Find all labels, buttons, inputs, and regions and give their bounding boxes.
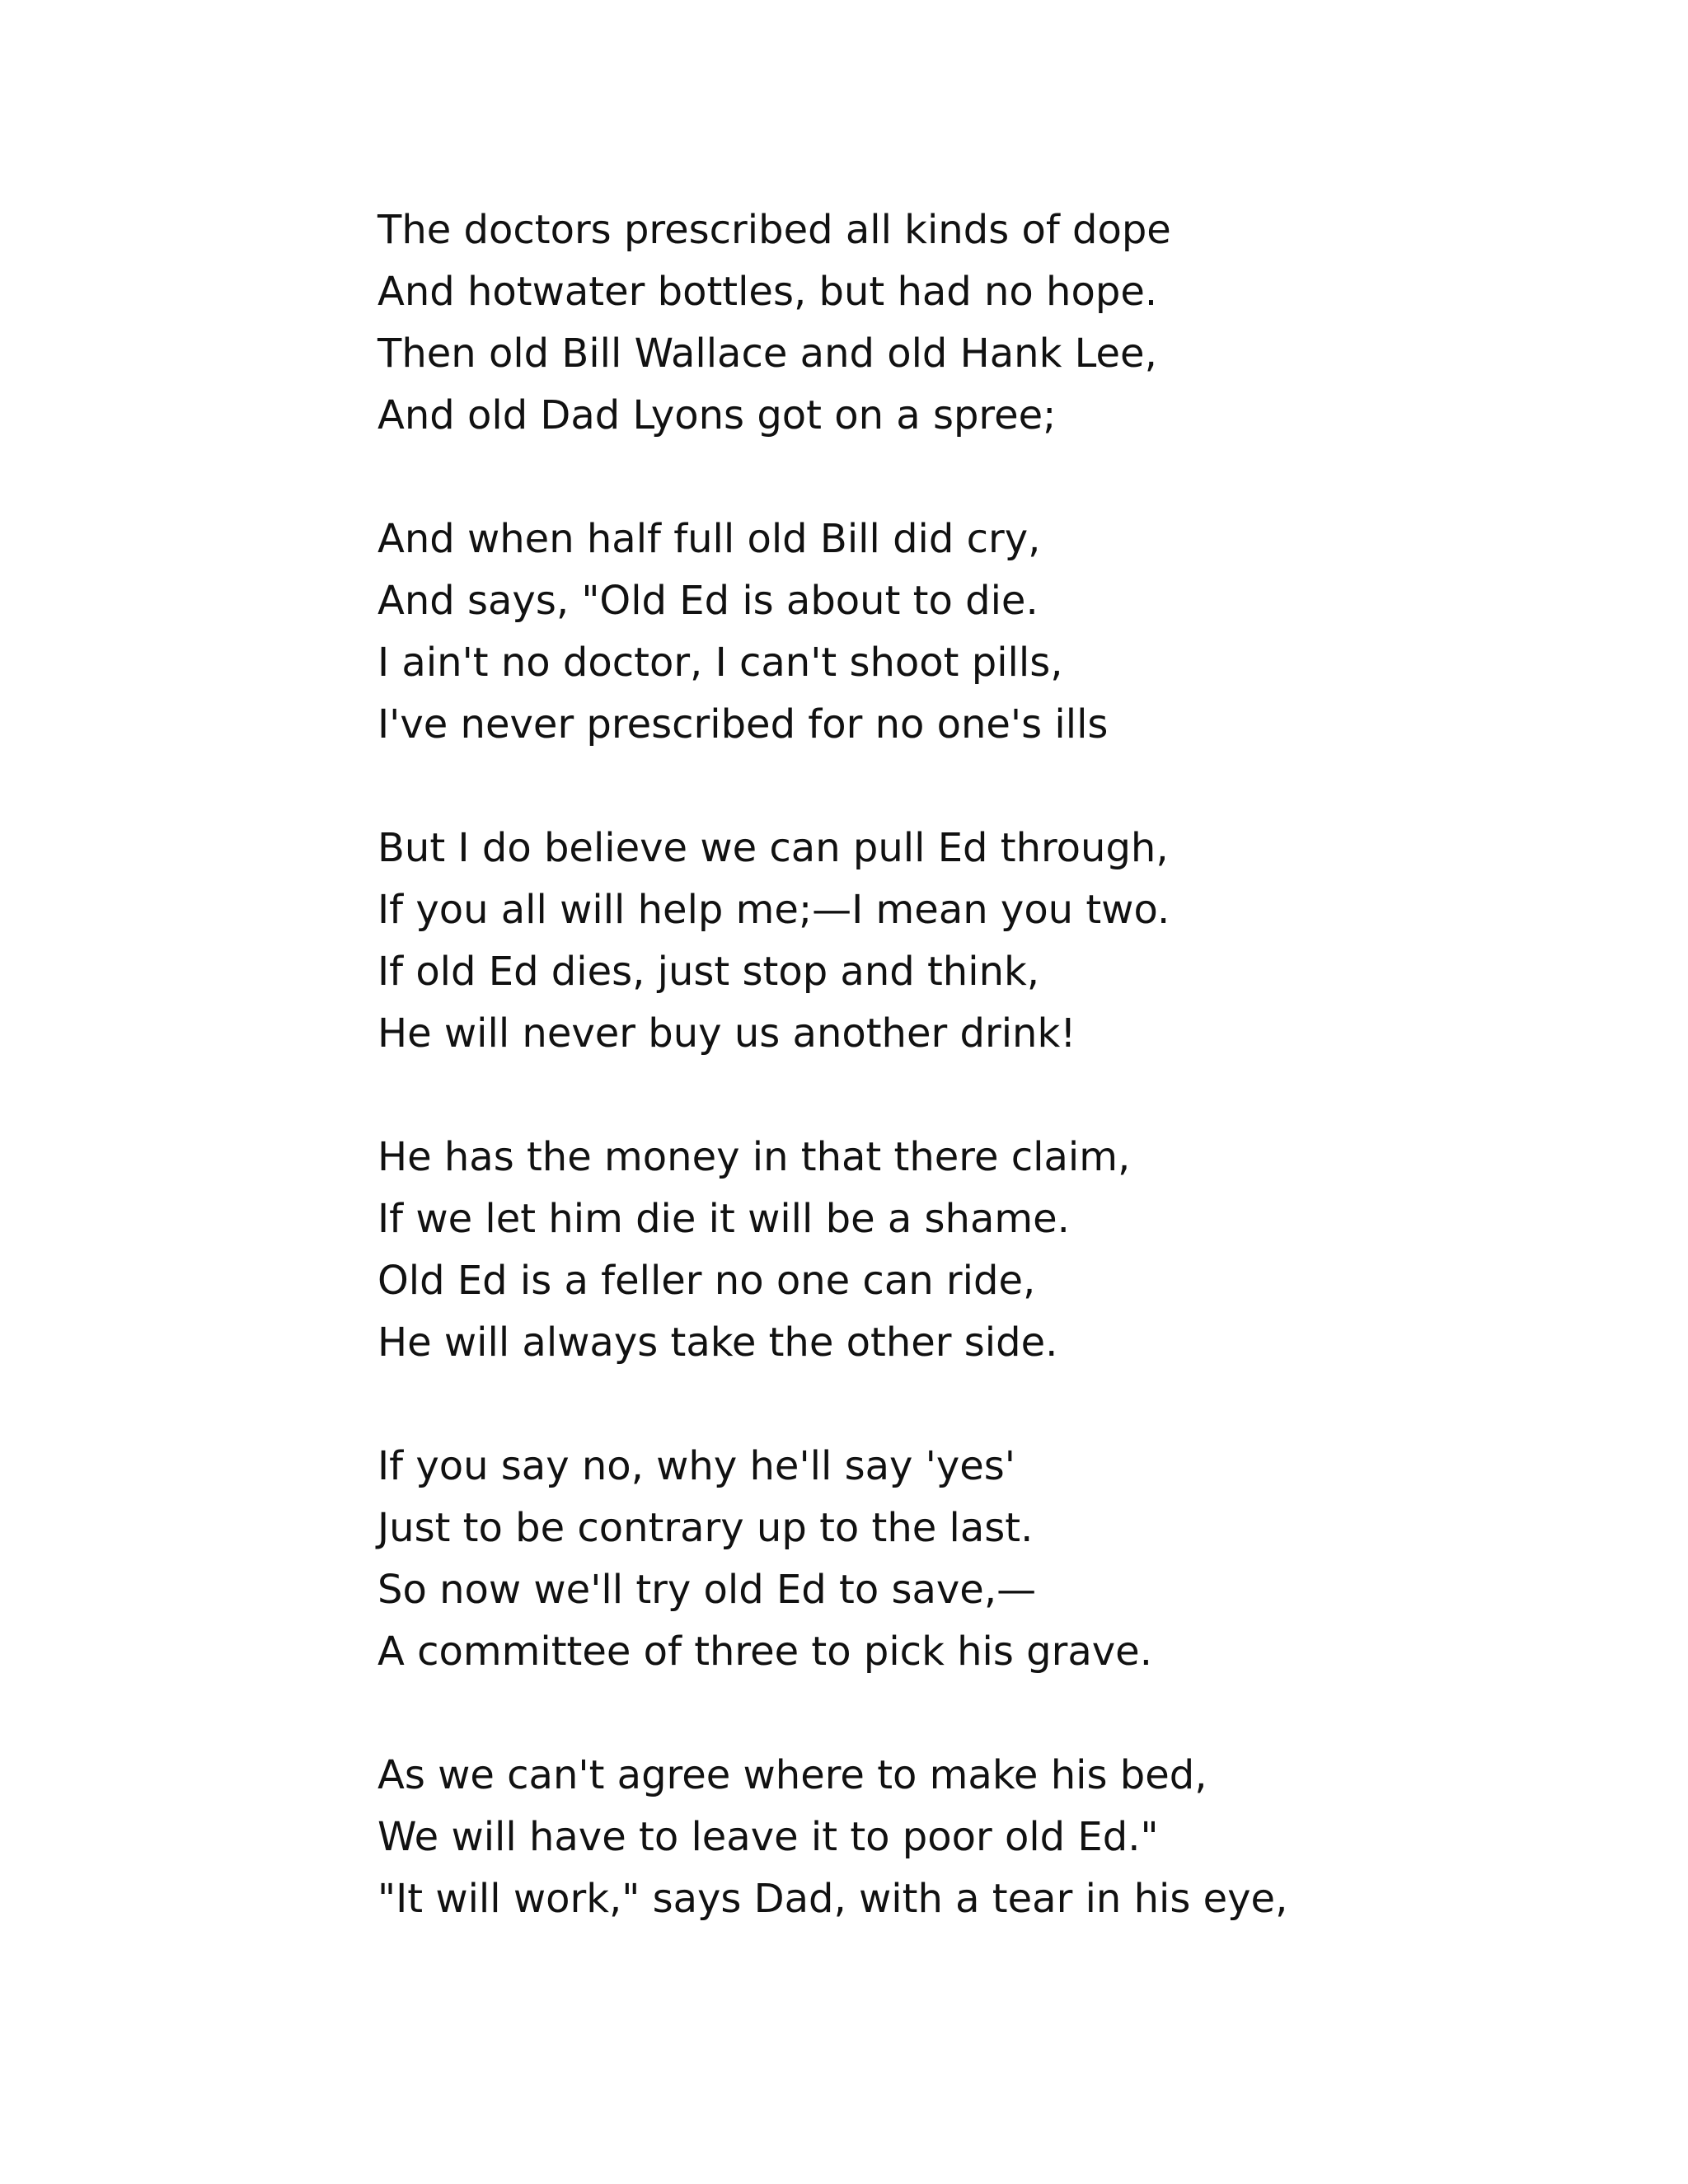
- poem-line: I ain't no doctor, I can't shoot pills,: [377, 640, 1063, 686]
- stanza: [377, 818, 1614, 1065]
- poem-line: He will never buy us another drink!: [377, 1010, 1076, 1057]
- stanza: [377, 199, 1614, 447]
- poem-line: Just to be contrary up to the last.: [377, 1505, 1034, 1551]
- stanza: [377, 1745, 1614, 1930]
- poem-line: If we let him die it will be a shame.: [377, 1196, 1070, 1242]
- poem-line: He has the money in that there claim,: [377, 1134, 1131, 1180]
- poem-line: We will have to leave it to poor old Ed.": [377, 1814, 1159, 1860]
- poem-line: But I do believe we can pull Ed through,: [377, 825, 1169, 871]
- poem-line: If old Ed dies, just stop and think,: [377, 949, 1040, 995]
- poem-line: And says, "Old Ed is about to die.: [377, 578, 1039, 624]
- stanza: [377, 509, 1614, 756]
- poem-line: And when half full old Bill did cry,: [377, 516, 1041, 562]
- poem-line: So now we'll try old Ed to save,—: [377, 1567, 1037, 1613]
- poem-body: [377, 199, 1614, 1992]
- stanza: [377, 1127, 1614, 1374]
- poem-line: The doctors prescribed all kinds of dope: [377, 207, 1171, 253]
- poem-line: I've never prescribed for no one's ills: [377, 701, 1109, 748]
- poem-line: If you say no, why he'll say 'yes': [377, 1443, 1015, 1489]
- poem-line: A committee of three to pick his grave.: [377, 1629, 1152, 1675]
- poem-line: "It will work," says Dad, with a tear in his eye,: [377, 1876, 1288, 1922]
- poem-line: Old Ed is a feller no one can ride,: [377, 1258, 1036, 1304]
- poem-line: He will always take the other side.: [377, 1319, 1058, 1366]
- poem-line: And hotwater bottles, but had no hope.: [377, 269, 1158, 315]
- poem-line: As we can't agree where to make his bed,: [377, 1752, 1207, 1798]
- poem-line: Then old Bill Wallace and old Hank Lee,: [377, 330, 1157, 377]
- poem-line: And old Dad Lyons got on a spree;: [377, 392, 1057, 438]
- stanza: [377, 1436, 1614, 1683]
- poem-line: If you all will help me;—I mean you two.: [377, 887, 1170, 933]
